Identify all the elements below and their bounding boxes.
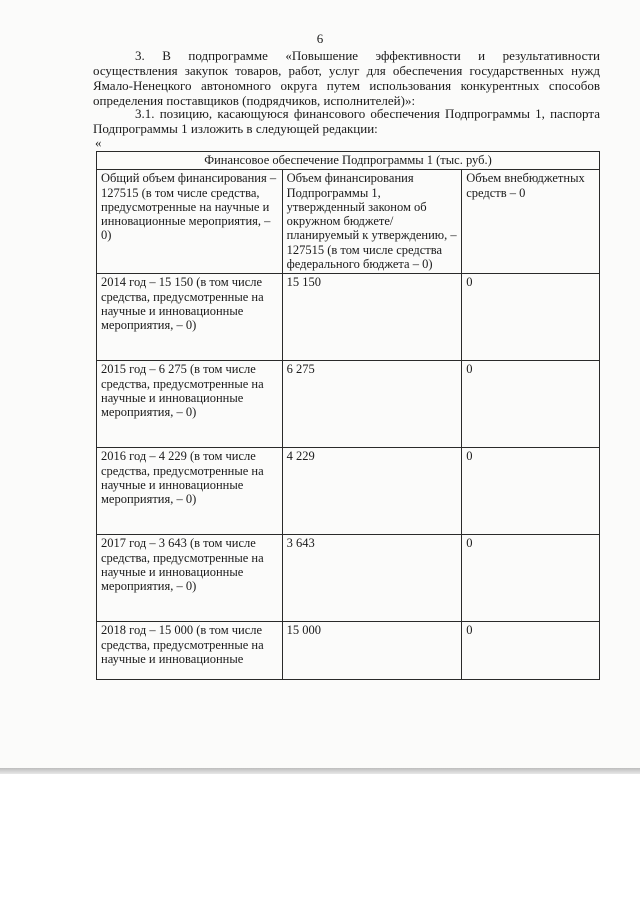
year-2016-cell: 2016 год – 4 229 (в том числе средства, предусмотренные на научные и инновационные мероприятия, – 0): [97, 448, 283, 535]
year-2014-budget-cell: 15 150: [282, 274, 462, 361]
scan-edge: [0, 768, 640, 774]
year-2015-budget-cell: 6 275: [282, 361, 462, 448]
paragraph-subprogram: [93, 48, 600, 108]
table-title: Финансовое обеспечение Подпрограммы 1 (тыс. руб.): [97, 152, 600, 170]
year-2018-budget-cell: 15 000: [282, 622, 462, 680]
year-2014-cell: 2014 год – 15 150 (в том числе средства, предусмотренные на научные и инновационные мероприятия, – 0): [97, 274, 283, 361]
table-row: [97, 448, 600, 535]
year-2016-extra-cell: 0: [462, 448, 600, 535]
extrabudgetary-cell: Объем внебюджетных средств – 0: [462, 170, 600, 274]
table-row: [97, 535, 600, 622]
opening-quote-mark: «: [95, 135, 102, 150]
year-2014-extra-cell: 0: [462, 274, 600, 361]
year-2017-cell: 2017 год – 3 643 (в том числе средства, предусмотренные на научные и инновационные мероприятия, – 0): [97, 535, 283, 622]
paragraph-amendment: [93, 106, 600, 136]
financing-table: [96, 151, 600, 680]
year-2017-budget-cell: 3 643: [282, 535, 462, 622]
year-2018-extra-cell: 0: [462, 622, 600, 680]
table-row: [97, 361, 600, 448]
table-row: [97, 622, 600, 680]
table-header-row: [97, 170, 600, 274]
year-2015-extra-cell: 0: [462, 361, 600, 448]
total-financing-cell: Общий объем финансирования – 127515 (в том числе средства, предусмотренные на научные и инновационные мероприятия, – 0): [97, 170, 283, 274]
table-row: [97, 274, 600, 361]
table-title-row: [97, 152, 600, 170]
year-2018-cell: 2018 год – 15 000 (в том числе средства, предусмотренные на научные и инновационные: [97, 622, 283, 680]
year-2016-budget-cell: 4 229: [282, 448, 462, 535]
year-2017-extra-cell: 0: [462, 535, 600, 622]
budget-financing-cell: Объем финансирования Подпрограммы 1, утвержденный законом об окружном бюджете/ планируемый к утверждению, – 127515 (в том числе средства федерального бюджета – 0): [282, 170, 462, 274]
page-number: 6: [316, 31, 324, 46]
year-2015-cell: 2015 год – 6 275 (в том числе средства, предусмотренные на научные и инновационные мероприятия, – 0): [97, 361, 283, 448]
paragraph-1-text: 3. В подпрограмме «Повышение эффективности и результативности осуществления закупок товаров, работ, услуг для обеспечения государственных нужд Ямало-Ненецкого автономного округа путем использования конкурентных способов определения поставщиков (подрядчиков, исполнителей)»:: [93, 48, 600, 108]
paragraph-2-text: 3.1. позицию, касающуюся финансового обеспечения Подпрограммы 1, паспорта Подпрограммы 1 изложить в следующей редакции:: [93, 106, 600, 136]
